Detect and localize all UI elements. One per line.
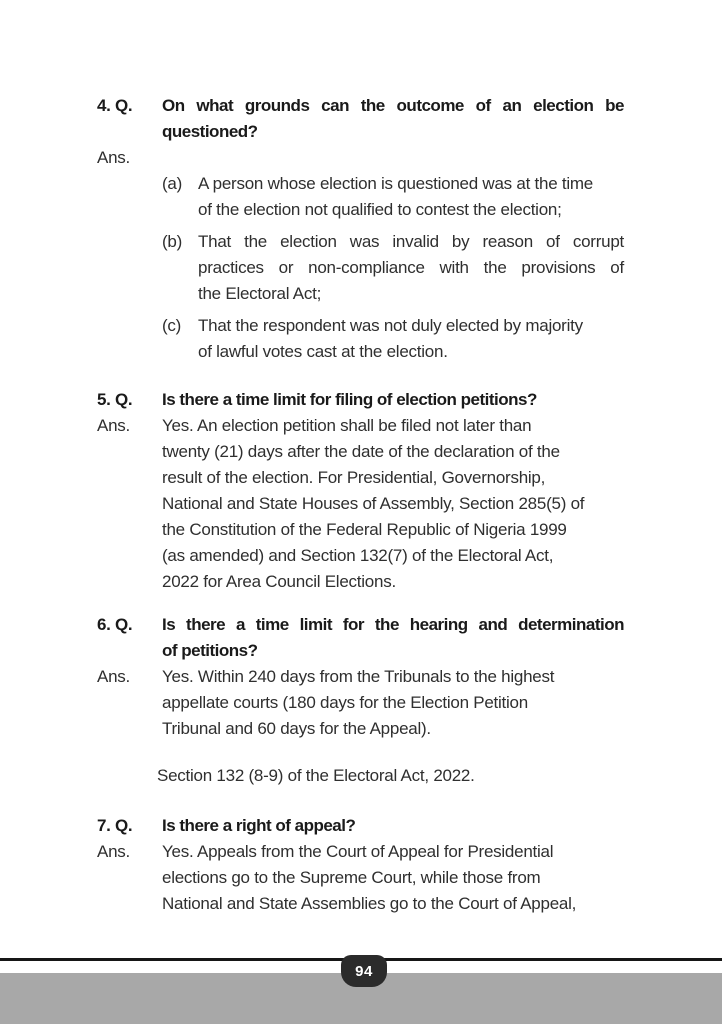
question-row xyxy=(97,612,624,664)
question-row xyxy=(97,93,624,145)
item-marker: (c) xyxy=(162,316,182,335)
page-number-badge: 94 xyxy=(341,955,387,987)
list-item-b xyxy=(162,229,624,307)
question-row xyxy=(97,387,624,413)
answer-body xyxy=(162,145,624,171)
answer-text: Yes. An election petition shall be filed not later than twenty (21) days after the date of the declaration of the result of the election. For Presidential, Governorship, National and State Houses of Assembly, Section 285(5) of the Constitution of the Federal Republic of Nigeria 1999 (as amended) and Section 132(7) of the Electoral Act, 2022 for Area Council Elections. xyxy=(162,416,585,591)
answer-row xyxy=(97,413,624,595)
question-text: Is there a time limit for the hearing and determination of petitions? xyxy=(162,615,624,660)
qa-block-7 xyxy=(97,813,624,917)
answer-label: Ans. xyxy=(97,842,131,861)
answer-items xyxy=(162,171,624,365)
statute-citation: Section 132 (8-9) of the Electoral Act, 2022. xyxy=(157,766,475,785)
answer-text: Yes. Appeals from the Court of Appeal for Presidential elections go to the Supreme Court, while those from National and State Assemblies go to the Court of Appeal, xyxy=(162,842,577,913)
item-marker: (b) xyxy=(162,232,183,251)
question-text: Is there a right of appeal? xyxy=(162,816,356,835)
question-number-label: 6. Q. xyxy=(97,615,133,634)
item-text: That the respondent was not duly elected by majority of lawful votes cast at the election. xyxy=(198,316,583,361)
answer-row xyxy=(97,664,624,742)
question-number-label: 5. Q. xyxy=(97,390,133,409)
question-text: On what grounds can the outcome of an election be questioned? xyxy=(162,96,624,141)
qa-block-4 xyxy=(97,93,624,365)
question-text: Is there a time limit for filing of election petitions? xyxy=(162,390,537,409)
question-number-label: 4. Q. xyxy=(97,96,133,115)
answer-row xyxy=(97,145,624,171)
answer-label: Ans. xyxy=(97,148,131,167)
qa-block-5 xyxy=(97,387,624,595)
item-marker: (a) xyxy=(162,174,183,193)
answer-row xyxy=(97,839,624,917)
item-text: That the election was invalid by reason of corrupt practices or non-compliance with the provisions of the Electoral Act; xyxy=(198,232,624,303)
list-item-a xyxy=(162,171,624,223)
list-item-c xyxy=(162,313,624,365)
question-number-label: 7. Q. xyxy=(97,816,133,835)
answer-text: Yes. Within 240 days from the Tribunals to the highest appellate courts (180 days for the Election Petition Tribunal and 60 days for the Appeal). xyxy=(162,667,555,738)
answer-label: Ans. xyxy=(97,667,131,686)
qa-block-6 xyxy=(97,612,624,742)
question-row xyxy=(97,813,624,839)
item-text: A person whose election is questioned was at the time of the election not qualified to contest the election; xyxy=(198,174,593,219)
answer-label: Ans. xyxy=(97,416,131,435)
